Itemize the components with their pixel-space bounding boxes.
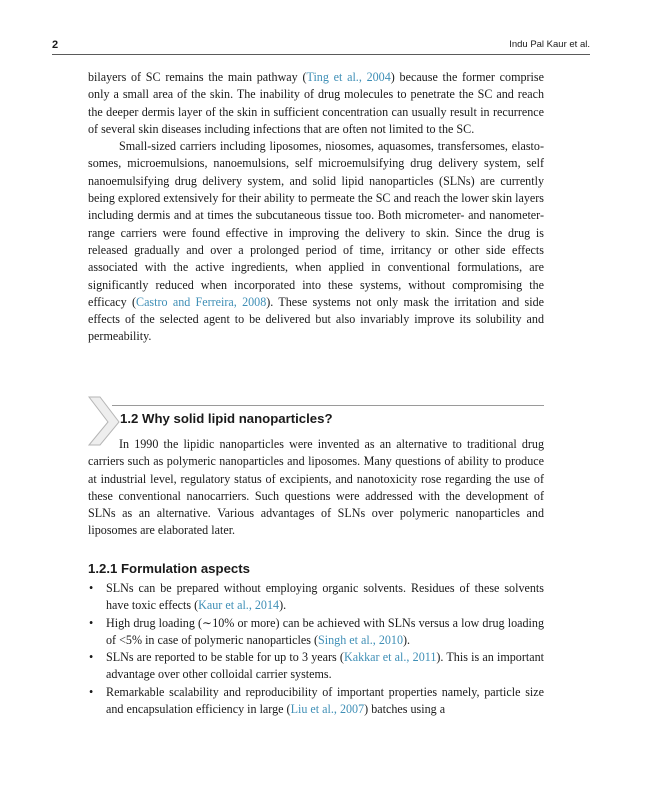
citation-link[interactable]: Liu et al., 2007 [290,702,365,717]
citation-link[interactable]: Ting et al., 2004 [306,70,391,84]
paragraph: Small-sized carriers including liposomes, niosomes, aquasomes, transfersomes, elastosomes, microemulsions, nanoemulsions, self microemulsifying drug delivery system, self nanoemulsifying drug delivery system, and solid lipid nanoparticles (SLNs) are currently being explored extensively for their ability to permeate the SC and reach the lower skin layers including dermis and at times the subcutaneous tissue too. Both micrometer- and nanometer-range carriers were found effective in improving the delivery to skin. Since the drug is released gradually and over a prolonged period of time, irritancy or other side effects associated with the active ingredients, when applied in conventional formulations, are significantly reduced when incorporated into these systems, without compromising the efficacy (Castro and Ferreira, 2008). These systems not only mask the irritation and side effects of the selected agent to be delivered but also invariably improve its solubility and permeability. [88,139,545,344]
list-item: • Remarkable scalability and reproducibility of important properties namely, particle size and encapsulation efficiency in large (Liu et al., 2007) batches using a [88,684,544,719]
running-head: Indu Pal Kaur et al. [509,39,590,50]
list-item: • High drug loading (∼10% or more) can be achieved with SLNs versus a low drug loading of <5% in case of polymeric nanoparticles (Singh et al., 2010). [88,615,544,650]
subsection-heading: 1.2.1 Formulation aspects [88,561,250,576]
bullet-list [88,580,544,718]
paragraph: In 1990 the lipidic nanoparticles were invented as an alternative to traditional drug carriers such as polymeric nanoparticles and liposomes. Many questions of ability to produce at industrial level, regulatory status of excipients, and nanotoxicity rose regarding the use of these conventional nanocarriers. Such questions were addressed with the development of SLNs as an alternative. Various advantages of SLNs over polymeric nanoparticles and liposomes are elaborated later. [88,437,544,538]
body-text-block [88,69,544,346]
section-divider [112,405,544,406]
citation-link[interactable]: Castro and Ferreira, 2008 [136,294,267,309]
body-text-block [88,436,544,540]
citation-link[interactable]: Singh et al., 2010 [318,632,404,647]
page-header [52,38,590,55]
citation-link[interactable]: Kaur et al., 2014 [198,598,280,613]
section-heading: 1.2 Why solid lipid nanoparticles? [120,411,333,426]
paragraph: bilayers of SC remains the main pathway (Ting et al., 2004) because the former comprise only a small area of the skin. The inability of drug molecules to penetrate the SC and reach the deeper dermis layer of the skin in sufficient concentration can usually result in recurrence of several skin diseases including infections that are often not limited to the SC. [88,70,544,136]
list-item: • SLNs can be prepared without employing organic solvents. Residues of these solvents have toxic effects (Kaur et al., 2014). [88,580,544,615]
list-item: • SLNs are reported to be stable for up to 3 years (Kakkar et al., 2011). This is an important advantage over other colloidal carrier systems. [88,649,544,684]
page-number: 2 [52,39,59,51]
citation-link[interactable]: Kakkar et al., 2011 [343,650,437,665]
